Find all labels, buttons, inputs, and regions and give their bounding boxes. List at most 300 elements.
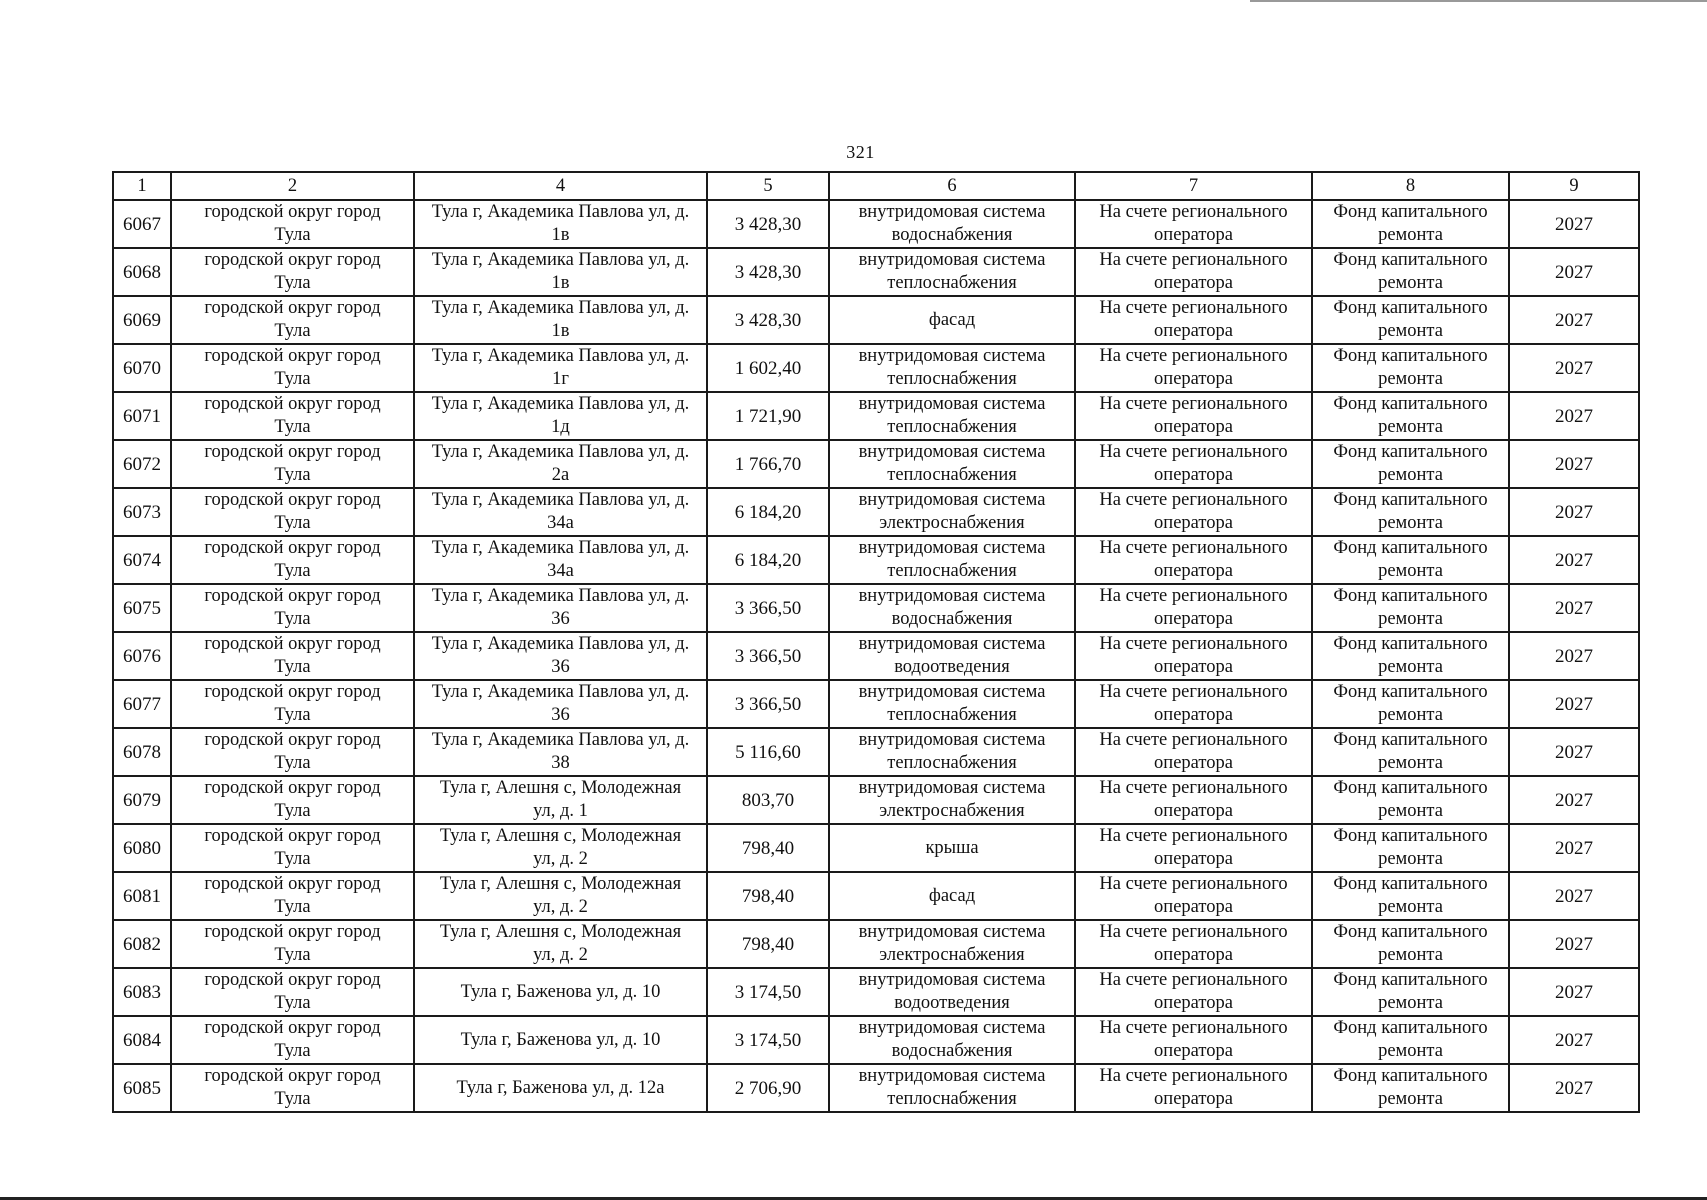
- system-cell-line: фасад: [928, 885, 976, 906]
- system-cell-line: внутридомовая система: [858, 538, 1046, 558]
- fund-cell-line: ремонта: [1378, 705, 1443, 725]
- year-cell: 2027: [1509, 1016, 1639, 1064]
- district-cell-line: городской округ город: [204, 634, 381, 654]
- area-cell: 3 366,50: [707, 680, 829, 728]
- fund-cell: [1312, 968, 1509, 1016]
- address-cell: [414, 728, 707, 776]
- district-cell-line: городской округ город: [204, 586, 381, 606]
- table-row: [113, 488, 1639, 536]
- page-number: 321: [846, 142, 875, 162]
- account-cell-line: оператора: [1154, 465, 1233, 485]
- account-cell-line: На счете регионального: [1099, 1018, 1288, 1038]
- account-cell: [1075, 344, 1312, 392]
- fund-cell: [1312, 584, 1509, 632]
- system-cell-line: теплоснабжения: [887, 417, 1017, 437]
- district-cell-line: городской округ город: [204, 922, 381, 942]
- address-cell-line: Тула г, Баженова ул, д. 10: [460, 981, 661, 1002]
- fund-cell-line: ремонта: [1378, 897, 1443, 917]
- account-cell: [1075, 776, 1312, 824]
- address-cell-line: 1д: [551, 417, 570, 437]
- column-header: 2: [171, 172, 414, 200]
- fund-cell-line: Фонд капитального: [1333, 442, 1488, 462]
- fund-cell: [1312, 776, 1509, 824]
- account-cell: [1075, 200, 1312, 248]
- district-cell-line: городской округ город: [204, 778, 381, 798]
- year-cell: 2027: [1509, 680, 1639, 728]
- fund-cell-line: Фонд капитального: [1333, 730, 1488, 750]
- row-number-cell: 6082: [113, 920, 171, 968]
- fund-cell: [1312, 680, 1509, 728]
- fund-cell-line: Фонд капитального: [1333, 202, 1488, 222]
- address-cell-line: ул, д. 2: [533, 945, 588, 965]
- address-cell-line: 1в: [551, 273, 570, 293]
- system-cell-line: внутридомовая система: [858, 634, 1046, 654]
- fund-cell-line: Фонд капитального: [1333, 394, 1488, 414]
- address-cell-line: Тула г, Алешня с, Молодежная: [439, 826, 682, 846]
- district-cell-line: городской округ город: [204, 1066, 381, 1086]
- address-cell-line: 36: [551, 705, 570, 725]
- district-cell-line: Тула: [274, 225, 311, 245]
- district-cell-line: городской округ город: [204, 538, 381, 558]
- system-cell: [829, 584, 1075, 632]
- system-cell: [829, 200, 1075, 248]
- fund-cell: [1312, 392, 1509, 440]
- row-number-cell: 6071: [113, 392, 171, 440]
- district-cell: [171, 968, 414, 1016]
- fund-cell-line: ремонта: [1378, 609, 1443, 629]
- column-header: 9: [1509, 172, 1639, 200]
- fund-cell-line: ремонта: [1378, 561, 1443, 581]
- year-cell: 2027: [1509, 632, 1639, 680]
- address-cell-line: Тула г, Баженова ул, д. 10: [460, 1029, 661, 1050]
- address-cell: [414, 584, 707, 632]
- system-cell: [829, 920, 1075, 968]
- account-cell-line: На счете регионального: [1099, 778, 1288, 798]
- fund-cell-line: Фонд капитального: [1333, 970, 1488, 990]
- address-cell-line: Тула г, Академика Павлова ул, д.: [431, 586, 690, 606]
- fund-cell-line: Фонд капитального: [1333, 250, 1488, 270]
- system-cell: [829, 968, 1075, 1016]
- account-cell-line: оператора: [1154, 561, 1233, 581]
- column-header: 8: [1312, 172, 1509, 200]
- year-cell: 2027: [1509, 344, 1639, 392]
- area-cell: 3 428,30: [707, 200, 829, 248]
- account-cell-line: На счете регионального: [1099, 490, 1288, 510]
- account-cell-line: На счете регионального: [1099, 202, 1288, 222]
- address-cell: [414, 344, 707, 392]
- system-cell-line: теплоснабжения: [887, 1089, 1017, 1109]
- system-cell-line: теплоснабжения: [887, 705, 1017, 725]
- row-number-cell: 6085: [113, 1064, 171, 1112]
- system-cell-line: теплоснабжения: [887, 465, 1017, 485]
- district-cell-line: Тула: [274, 561, 311, 581]
- account-cell-line: оператора: [1154, 225, 1233, 245]
- account-cell: [1075, 968, 1312, 1016]
- district-cell-line: городской округ город: [204, 1018, 381, 1038]
- account-cell-line: На счете регионального: [1099, 394, 1288, 414]
- address-cell-line: Тула г, Баженова ул, д. 12а: [456, 1077, 665, 1098]
- address-cell: [414, 440, 707, 488]
- address-cell-line: Тула г, Академика Павлова ул, д.: [431, 682, 690, 702]
- fund-cell: [1312, 440, 1509, 488]
- system-cell-line: водоотведения: [894, 657, 1010, 677]
- district-cell-line: городской округ город: [204, 730, 381, 750]
- district-cell-line: Тула: [274, 1041, 311, 1061]
- account-cell: [1075, 296, 1312, 344]
- system-cell-line: внутридомовая система: [858, 250, 1046, 270]
- year-cell: 2027: [1509, 536, 1639, 584]
- row-number-cell: 6067: [113, 200, 171, 248]
- fund-cell-line: ремонта: [1378, 321, 1443, 341]
- year-cell: 2027: [1509, 248, 1639, 296]
- row-number-cell: 6070: [113, 344, 171, 392]
- capital-repair-table: [112, 171, 1640, 1113]
- row-number-cell: 6080: [113, 824, 171, 872]
- account-cell-line: На счете регионального: [1099, 586, 1288, 606]
- account-cell-line: оператора: [1154, 321, 1233, 341]
- account-cell-line: На счете регионального: [1099, 874, 1288, 894]
- fund-cell-line: ремонта: [1378, 993, 1443, 1013]
- year-cell: 2027: [1509, 824, 1639, 872]
- system-cell-line: внутридомовая система: [858, 202, 1046, 222]
- account-cell-line: оператора: [1154, 609, 1233, 629]
- address-cell-line: Тула г, Академика Павлова ул, д.: [431, 538, 690, 558]
- fund-cell-line: ремонта: [1378, 369, 1443, 389]
- row-number-cell: 6073: [113, 488, 171, 536]
- table-row: [113, 776, 1639, 824]
- address-cell-line: Тула г, Академика Павлова ул, д.: [431, 634, 690, 654]
- district-cell-line: Тула: [274, 945, 311, 965]
- fund-cell-line: Фонд капитального: [1333, 682, 1488, 702]
- account-cell: [1075, 584, 1312, 632]
- system-cell-line: теплоснабжения: [887, 369, 1017, 389]
- row-number-cell: 6083: [113, 968, 171, 1016]
- address-cell-line: Тула г, Академика Павлова ул, д.: [431, 490, 690, 510]
- account-cell: [1075, 824, 1312, 872]
- address-cell-line: 36: [551, 657, 570, 677]
- account-cell-line: оператора: [1154, 945, 1233, 965]
- system-cell-line: электроснабжения: [879, 513, 1025, 533]
- fund-cell-line: ремонта: [1378, 657, 1443, 677]
- fund-cell-line: ремонта: [1378, 465, 1443, 485]
- account-cell-line: оператора: [1154, 417, 1233, 437]
- district-cell-line: Тула: [274, 273, 311, 293]
- system-cell: [829, 728, 1075, 776]
- area-cell: 3 174,50: [707, 968, 829, 1016]
- fund-cell-line: Фонд капитального: [1333, 346, 1488, 366]
- district-cell-line: Тула: [274, 369, 311, 389]
- area-cell: 6 184,20: [707, 488, 829, 536]
- table-row: [113, 200, 1639, 248]
- address-cell: [414, 1016, 707, 1064]
- fund-cell-line: Фонд капитального: [1333, 778, 1488, 798]
- system-cell-line: электроснабжения: [879, 801, 1025, 821]
- fund-cell-line: Фонд капитального: [1333, 1066, 1488, 1086]
- system-cell-line: крыша: [925, 837, 979, 858]
- address-cell: [414, 536, 707, 584]
- column-header: 6: [829, 172, 1075, 200]
- address-cell: [414, 296, 707, 344]
- year-cell: 2027: [1509, 872, 1639, 920]
- row-number-cell: 6077: [113, 680, 171, 728]
- row-number-cell: 6075: [113, 584, 171, 632]
- address-cell: [414, 488, 707, 536]
- area-cell: 3 366,50: [707, 632, 829, 680]
- area-cell: 3 428,30: [707, 296, 829, 344]
- account-cell: [1075, 632, 1312, 680]
- account-cell-line: оператора: [1154, 1041, 1233, 1061]
- address-cell: [414, 1064, 707, 1112]
- address-cell-line: ул, д. 2: [533, 849, 588, 869]
- fund-cell-line: ремонта: [1378, 1089, 1443, 1109]
- account-cell-line: На счете регионального: [1099, 538, 1288, 558]
- row-number-cell: 6084: [113, 1016, 171, 1064]
- district-cell: [171, 344, 414, 392]
- address-cell-line: Тула г, Алешня с, Молодежная: [439, 778, 682, 798]
- address-cell-line: Тула г, Алешня с, Молодежная: [439, 874, 682, 894]
- account-cell-line: оператора: [1154, 705, 1233, 725]
- district-cell: [171, 392, 414, 440]
- system-cell-line: внутридомовая система: [858, 970, 1046, 990]
- district-cell-line: Тула: [274, 993, 311, 1013]
- account-cell-line: оператора: [1154, 801, 1233, 821]
- address-cell-line: 38: [551, 753, 570, 773]
- account-cell: [1075, 488, 1312, 536]
- district-cell: [171, 632, 414, 680]
- year-cell: 2027: [1509, 920, 1639, 968]
- address-cell: [414, 920, 707, 968]
- row-number-cell: 6079: [113, 776, 171, 824]
- system-cell-line: внутридомовая система: [858, 586, 1046, 606]
- district-cell: [171, 536, 414, 584]
- fund-cell: [1312, 344, 1509, 392]
- fund-cell-line: Фонд капитального: [1333, 586, 1488, 606]
- district-cell-line: городской округ город: [204, 346, 381, 366]
- fund-cell-line: ремонта: [1378, 849, 1443, 869]
- district-cell-line: городской округ город: [204, 970, 381, 990]
- fund-cell-line: ремонта: [1378, 225, 1443, 245]
- system-cell-line: внутридомовая система: [858, 490, 1046, 510]
- system-cell-line: внутридомовая система: [858, 778, 1046, 798]
- fund-cell-line: ремонта: [1378, 513, 1443, 533]
- district-cell-line: городской округ город: [204, 442, 381, 462]
- system-cell-line: фасад: [928, 309, 976, 330]
- year-cell: 2027: [1509, 440, 1639, 488]
- system-cell-line: внутридомовая система: [858, 1066, 1046, 1086]
- account-cell-line: На счете регионального: [1099, 634, 1288, 654]
- table-row: [113, 584, 1639, 632]
- table-row: [113, 680, 1639, 728]
- table-row: [113, 920, 1639, 968]
- row-number-cell: 6072: [113, 440, 171, 488]
- district-cell: [171, 680, 414, 728]
- address-cell-line: Тула г, Академика Павлова ул, д.: [431, 298, 690, 318]
- fund-cell: [1312, 536, 1509, 584]
- account-cell: [1075, 248, 1312, 296]
- system-cell: [829, 824, 1075, 872]
- table-row: [113, 392, 1639, 440]
- system-cell-line: внутридомовая система: [858, 394, 1046, 414]
- table-row: [113, 248, 1639, 296]
- table-row: [113, 728, 1639, 776]
- row-number-cell: 6081: [113, 872, 171, 920]
- fund-cell: [1312, 824, 1509, 872]
- fund-cell: [1312, 248, 1509, 296]
- fund-cell-line: ремонта: [1378, 273, 1443, 293]
- district-cell: [171, 728, 414, 776]
- district-cell-line: Тула: [274, 609, 311, 629]
- system-cell: [829, 872, 1075, 920]
- account-cell: [1075, 1064, 1312, 1112]
- account-cell-line: На счете регионального: [1099, 250, 1288, 270]
- year-cell: 2027: [1509, 776, 1639, 824]
- address-cell-line: Тула г, Академика Павлова ул, д.: [431, 202, 690, 222]
- year-cell: 2027: [1509, 392, 1639, 440]
- account-cell-line: оператора: [1154, 273, 1233, 293]
- fund-cell-line: Фонд капитального: [1333, 826, 1488, 846]
- table-row: [113, 440, 1639, 488]
- row-number-cell: 6069: [113, 296, 171, 344]
- system-cell-line: внутридомовая система: [858, 1018, 1046, 1038]
- district-cell: [171, 920, 414, 968]
- address-cell-line: Тула г, Академика Павлова ул, д.: [431, 346, 690, 366]
- row-number-cell: 6074: [113, 536, 171, 584]
- fund-cell: [1312, 1064, 1509, 1112]
- area-cell: 6 184,20: [707, 536, 829, 584]
- system-cell-line: внутридомовая система: [858, 922, 1046, 942]
- address-cell-line: 1г: [552, 369, 569, 389]
- system-cell-line: внутридомовая система: [858, 346, 1046, 366]
- table-row: [113, 536, 1639, 584]
- table-row: [113, 344, 1639, 392]
- column-header: 4: [414, 172, 707, 200]
- system-cell-line: теплоснабжения: [887, 273, 1017, 293]
- account-cell: [1075, 728, 1312, 776]
- district-cell-line: Тула: [274, 1089, 311, 1109]
- fund-cell-line: ремонта: [1378, 753, 1443, 773]
- district-cell-line: Тула: [274, 465, 311, 485]
- fund-cell-line: Фонд капитального: [1333, 922, 1488, 942]
- district-cell: [171, 776, 414, 824]
- address-cell: [414, 680, 707, 728]
- address-cell: [414, 776, 707, 824]
- system-cell-line: внутридомовая система: [858, 730, 1046, 750]
- area-cell: 798,40: [707, 824, 829, 872]
- year-cell: 2027: [1509, 488, 1639, 536]
- system-cell-line: внутридомовая система: [858, 442, 1046, 462]
- address-cell-line: Тула г, Академика Павлова ул, д.: [431, 442, 690, 462]
- district-cell-line: городской округ город: [204, 826, 381, 846]
- district-cell-line: Тула: [274, 753, 311, 773]
- area-cell: 1 721,90: [707, 392, 829, 440]
- address-cell: [414, 632, 707, 680]
- table-row: [113, 824, 1639, 872]
- row-number-cell: 6078: [113, 728, 171, 776]
- row-number-cell: 6068: [113, 248, 171, 296]
- address-cell-line: 1в: [551, 321, 570, 341]
- fund-cell: [1312, 1016, 1509, 1064]
- district-cell-line: Тула: [274, 513, 311, 533]
- system-cell: [829, 344, 1075, 392]
- address-cell-line: ул, д. 2: [533, 897, 588, 917]
- address-cell-line: Тула г, Академика Павлова ул, д.: [431, 250, 690, 270]
- fund-cell-line: ремонта: [1378, 417, 1443, 437]
- area-cell: 1 766,70: [707, 440, 829, 488]
- district-cell: [171, 584, 414, 632]
- account-cell-line: На счете регионального: [1099, 682, 1288, 702]
- table-row: [113, 1064, 1639, 1112]
- area-cell: 3 174,50: [707, 1016, 829, 1064]
- area-cell: 3 428,30: [707, 248, 829, 296]
- fund-cell-line: Фонд капитального: [1333, 634, 1488, 654]
- account-cell-line: оператора: [1154, 513, 1233, 533]
- table-row: [113, 1016, 1639, 1064]
- system-cell: [829, 296, 1075, 344]
- account-cell: [1075, 440, 1312, 488]
- year-cell: 2027: [1509, 968, 1639, 1016]
- account-cell-line: На счете регионального: [1099, 970, 1288, 990]
- fund-cell: [1312, 920, 1509, 968]
- system-cell-line: водоснабжения: [891, 225, 1013, 245]
- district-cell: [171, 296, 414, 344]
- account-cell-line: оператора: [1154, 849, 1233, 869]
- account-cell-line: оператора: [1154, 369, 1233, 389]
- district-cell: [171, 488, 414, 536]
- address-cell-line: 34а: [547, 561, 574, 581]
- district-cell-line: Тула: [274, 897, 311, 917]
- table-row: [113, 632, 1639, 680]
- column-number-row: [113, 172, 1639, 200]
- system-cell: [829, 248, 1075, 296]
- area-cell: 3 366,50: [707, 584, 829, 632]
- account-cell: [1075, 920, 1312, 968]
- system-cell: [829, 488, 1075, 536]
- address-cell-line: Тула г, Академика Павлова ул, д.: [431, 730, 690, 750]
- account-cell: [1075, 536, 1312, 584]
- account-cell-line: На счете регионального: [1099, 298, 1288, 318]
- account-cell: [1075, 680, 1312, 728]
- account-cell-line: На счете регионального: [1099, 442, 1288, 462]
- fund-cell-line: ремонта: [1378, 1041, 1443, 1061]
- account-cell-line: На счете регионального: [1099, 922, 1288, 942]
- district-cell: [171, 248, 414, 296]
- fund-cell: [1312, 200, 1509, 248]
- address-cell-line: 34а: [547, 513, 574, 533]
- account-cell-line: оператора: [1154, 1089, 1233, 1109]
- table-row: [113, 296, 1639, 344]
- top-scan-edge: [1250, 0, 1707, 2]
- district-cell-line: Тула: [274, 657, 311, 677]
- account-cell: [1075, 1016, 1312, 1064]
- account-cell-line: На счете регионального: [1099, 1066, 1288, 1086]
- address-cell: [414, 248, 707, 296]
- account-cell-line: оператора: [1154, 897, 1233, 917]
- system-cell: [829, 440, 1075, 488]
- table-row: [113, 968, 1639, 1016]
- year-cell: 2027: [1509, 200, 1639, 248]
- address-cell: [414, 200, 707, 248]
- district-cell-line: городской округ город: [204, 202, 381, 222]
- address-cell: [414, 392, 707, 440]
- system-cell: [829, 392, 1075, 440]
- address-cell: [414, 872, 707, 920]
- district-cell-line: Тула: [274, 849, 311, 869]
- system-cell: [829, 536, 1075, 584]
- account-cell: [1075, 872, 1312, 920]
- district-cell-line: городской округ город: [204, 490, 381, 510]
- address-cell: [414, 968, 707, 1016]
- fund-cell-line: Фонд капитального: [1333, 1018, 1488, 1038]
